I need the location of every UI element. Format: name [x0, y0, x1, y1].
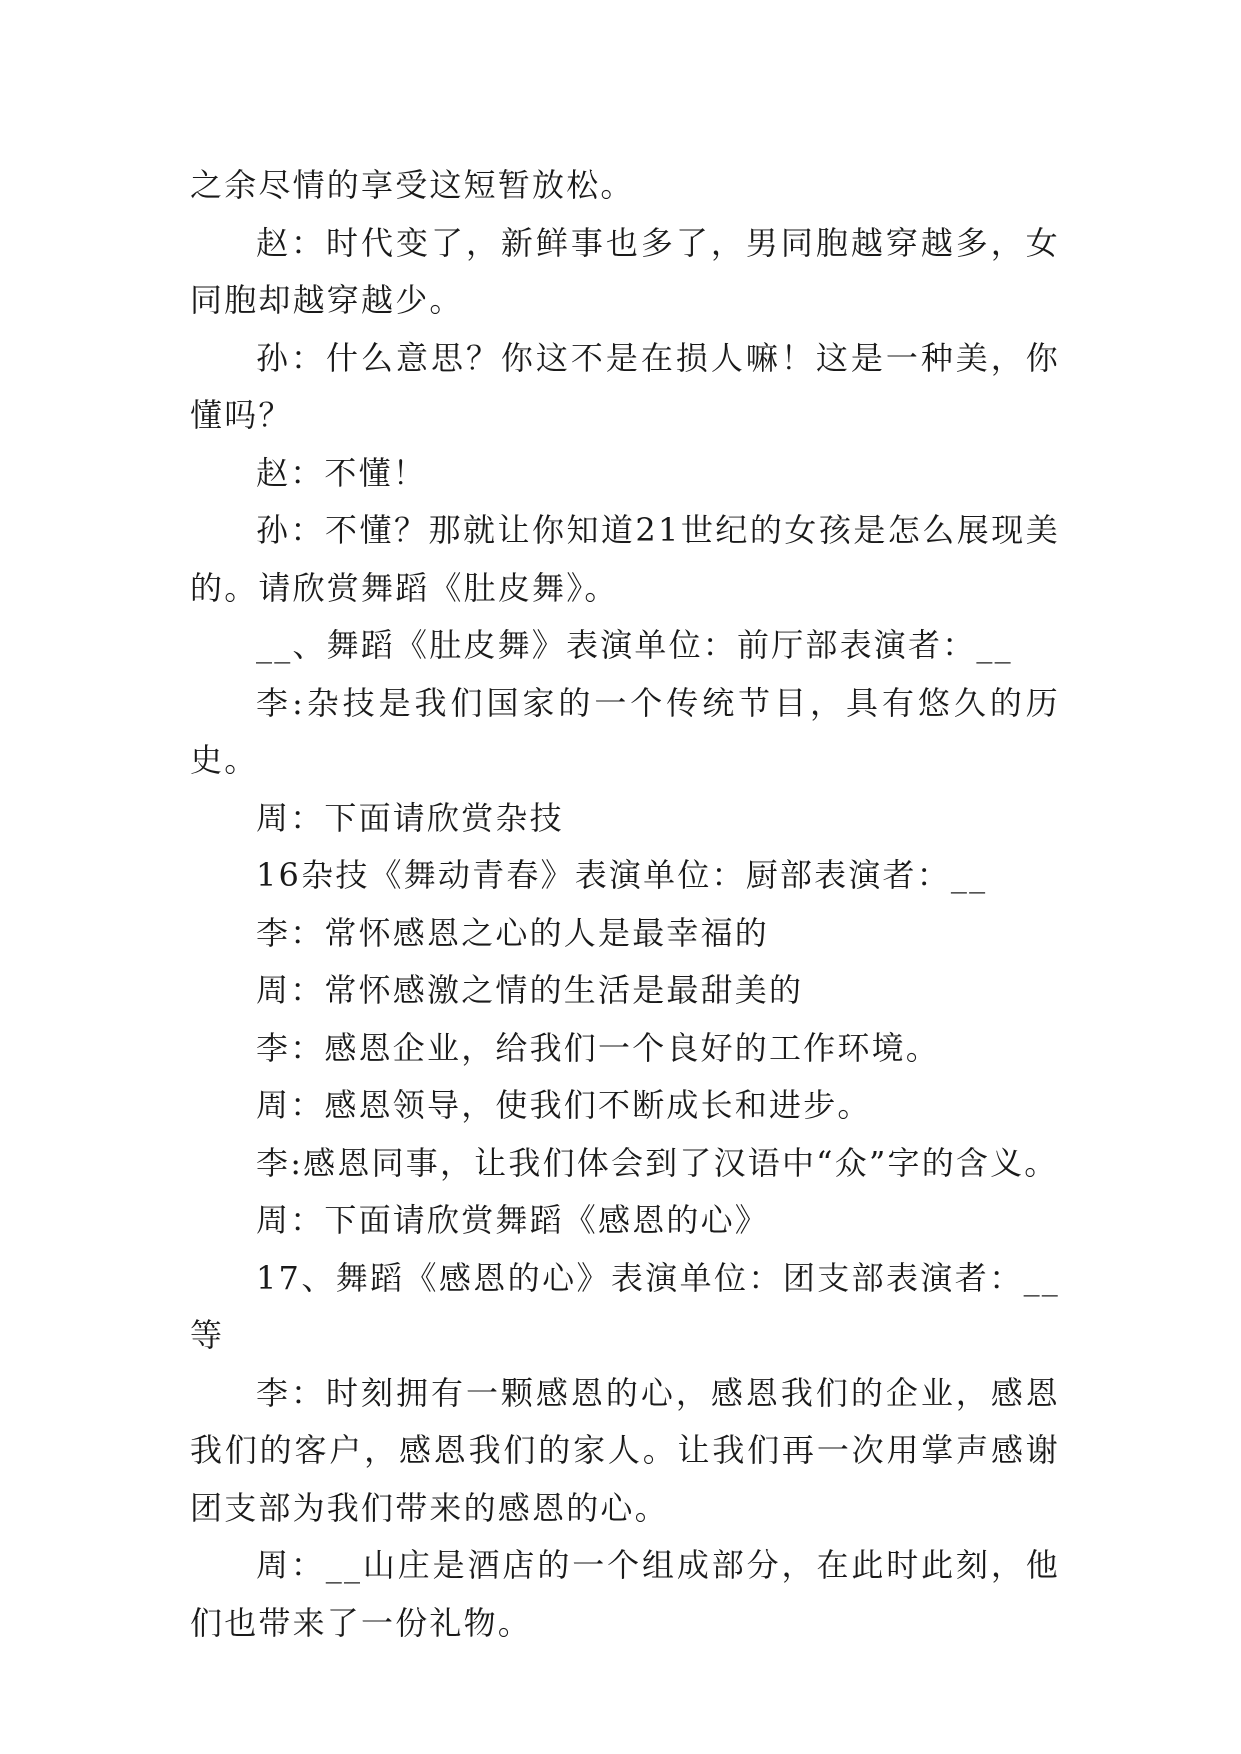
document-body — [190, 157, 1060, 1652]
paragraph-dialogue-li-5: 李：时刻拥有一颗感恩的心，感恩我们的企业，感恩我们的客户，感恩我们的家人。让我们再一次用掌声感谢团支部为我们带来的感恩的心。 — [190, 1373, 1060, 1527]
paragraph-dialogue-sun-1: 孙：什么意思？你这不是在损人嘛！这是一种美，你懂吗？ — [190, 338, 1060, 434]
paragraph-dialogue-zhao-2: 赵：不懂！ — [256, 453, 428, 492]
program-item-belly-dance: __、舞蹈《肚皮舞》表演单位：前厅部表演者：__ — [256, 626, 1013, 664]
program-item-16-acrobatics: 16杂技《舞动青春》表演单位：厨部表演者：__ — [256, 856, 988, 894]
paragraph-dialogue-li-3: 李：感恩企业，给我们一个良好的工作环境。 — [256, 1028, 941, 1067]
paragraph-dialogue-li-2: 李：常怀感恩之心的人是最幸福的 — [256, 913, 770, 952]
paragraph-dialogue-zhou-5: 周：__山庄是酒店的一个组成部分，在此时此刻，他们也带来了一份礼物。 — [190, 1546, 1060, 1642]
paragraph-continuation: 之余尽情的享受这短暂放松。 — [190, 166, 635, 204]
program-item-17-dance: 17、舞蹈《感恩的心》表演单位：团支部表演者：__等 — [190, 1258, 1060, 1354]
paragraph-dialogue-sun-2: 孙：不懂？那就让你知道21世纪的女孩是怎么展现美的。请欣赏舞蹈《肚皮舞》。 — [190, 511, 1060, 607]
paragraph-dialogue-zhao-1: 赵：时代变了，新鲜事也多了，男同胞越穿越多，女同胞却越穿越少。 — [190, 223, 1060, 319]
paragraph-dialogue-li-1: 李:杂技是我们国家的一个传统节目，具有悠久的历史。 — [190, 683, 1060, 779]
paragraph-dialogue-zhou-2: 周：常怀感激之情的生活是最甜美的 — [256, 971, 804, 1009]
paragraph-dialogue-zhou-4: 周：下面请欣赏舞蹈《感恩的心》 — [256, 1201, 770, 1239]
paragraph-dialogue-zhou-1: 周：下面请欣赏杂技 — [256, 798, 564, 837]
paragraph-dialogue-zhou-3: 周：感恩领导，使我们不断成长和进步。 — [256, 1086, 872, 1124]
paragraph-dialogue-li-4: 李:感恩同事，让我们体会到了汉语中“众”字的含义。 — [256, 1143, 1059, 1182]
